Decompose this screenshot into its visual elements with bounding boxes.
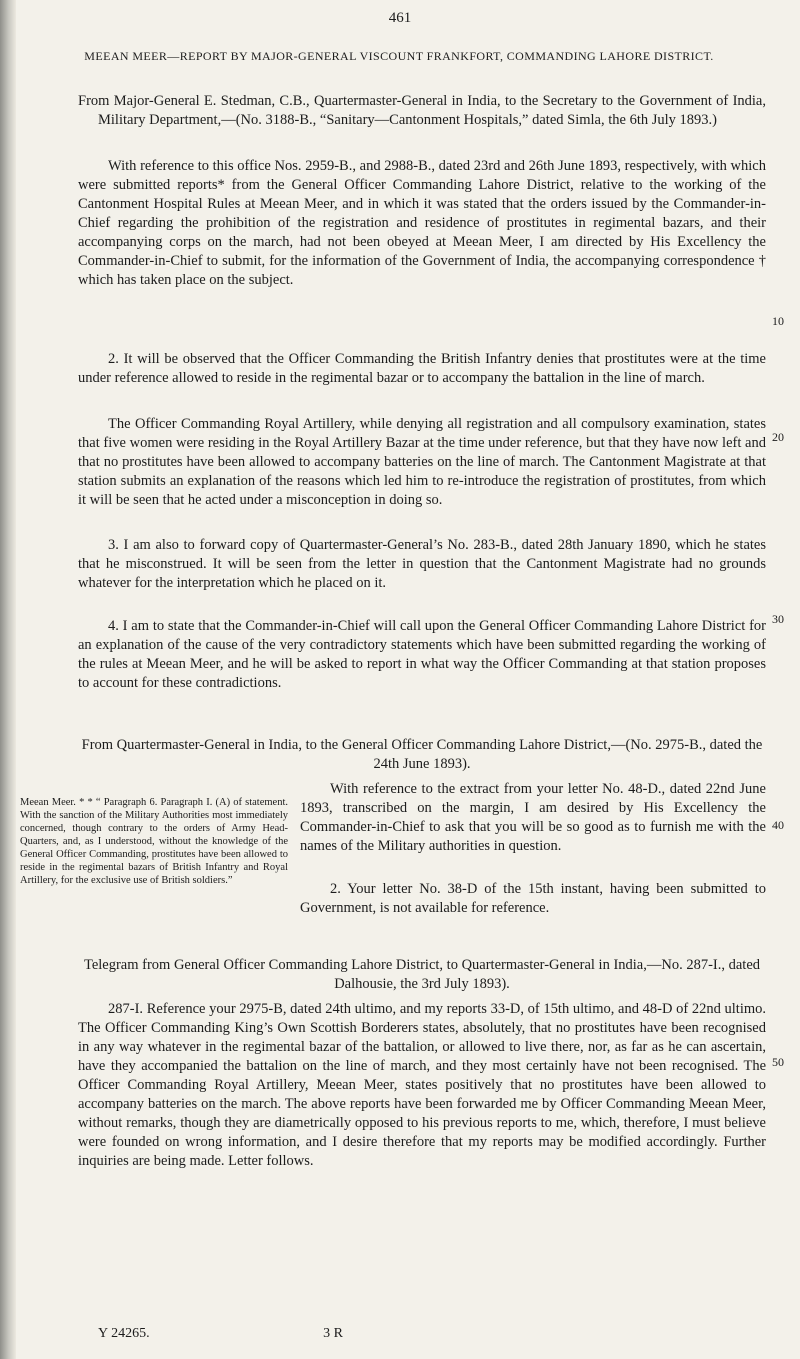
line-number: 50 xyxy=(772,1055,784,1069)
page-number: 461 xyxy=(388,10,412,26)
letter3-paragraph-1: 287-I. Reference your 2975-B, dated 24th ultimo, and my reports 33-D, of 15th ultimo, and 48-D of 22nd ultimo. The Officer Commanding King’s Own Scottish Borderers states, absolutely, that no prostitutes have been recognised in any way whatever in the regimental bazar of the battalion, or allowed to live there, nor, as far as he can ascertain, have they accompanied the battalion on the line of march, and they most certainly have not been recognised. The Officer Commanding Royal Artillery, Meean Meer, states positively that no prostitutes have been allowed to accompany batteries on the march. The above reports have been forwarded me by Officer Commanding Meean Meer, without remarks, though they are diametrically opposed to his previous reports to me, which, therefore, I must believe were founded on wrong information, and I desire therefore that my reports may be modified accordingly. Further inquiries are being made. Letter follows. xyxy=(78,1001,766,1169)
letter2-paragraph-1: With reference to the extract from your letter No. 48-D., dated 22nd June 1893, transcribed on the margin, I am desired by His Excellency the Commander-in-Chief to ask that you will be so good as to furnish me with the names of the Military authorities in question. xyxy=(300,781,766,854)
page-footer xyxy=(98,1326,343,1342)
line-number: 20 xyxy=(772,430,784,444)
letter2-heading: From Quartermaster-General in India, to the General Officer Commanding Lahore District,—(No. 2975-B., dated the 24th June 1893). xyxy=(81,737,763,772)
letter1-paragraph-4: 4. I am to state that the Commander-in-Chief will call upon the General Officer Commanding Lahore District for an explanation of the cause of the very contradictory statements which have been submitted regarding the working of the rules at Meean Meer, and he will be asked to report in what way the Officer Commanding at that station proposes to account for these contradictions. xyxy=(78,618,766,691)
footer-code: Y 24265. xyxy=(98,1326,150,1341)
letter1-paragraph-3: 3. I am also to forward copy of Quartermaster-General’s No. 283-B., dated 28th January 1890, which he states that he misconstrued. It will be seen from the letter in question that the Cantonment Magistrate had no grounds whatever for the interpretation which he placed on it. xyxy=(78,537,766,591)
letter1-paragraph-2: 2. It will be observed that the Officer Commanding the British Infantry denies that prostitutes were at the time under reference allowed to reside in the regimental bazar or to accompany the battalion in the line of march. xyxy=(78,351,766,386)
letter1-heading: From Major-General E. Stedman, C.B., Quartermaster-General in India, to the Secretary to the Government of India, Military Department,—(No. 3188-B., “Sanitary—Cantonment Hospitals,” dated Simla, the 6th July 1893.) xyxy=(78,93,766,128)
letter1-paragraph-1-lead xyxy=(78,157,766,290)
running-head: MEEAN MEER—REPORT BY MAJOR-GENERAL VISCOUNT FRANKFORT, COMMANDING LAHORE DISTRICT. xyxy=(84,49,714,63)
line-number: 40 xyxy=(772,818,784,832)
letter1-paragraph-2b: The Officer Commanding Royal Artillery, while denying all registration and all compulsory examination, states that five women were residing in the Royal Artillery Bazar at the time under reference, but that they have now left and that no prostitutes have been allowed to accompany batteries on the line of march. The Cantonment Magistrate at that station submits an explanation of the reasons which led him to re-introduce the registration of prostitutes, from which it will be seen that he acted under a misconception in doing so. xyxy=(78,416,766,508)
line-number: 30 xyxy=(772,612,784,626)
book-spine-shadow xyxy=(0,0,16,1359)
footer-signature: 3 R xyxy=(323,1326,343,1341)
letter2-margin-note: Meean Meer. * * “ Paragraph 6. Paragraph I. (A) of statement. With the sanction of the Military Authorities most immediately concerned, though contrary to the orders of Army Head-Quarters, and, as I understood, without the knowledge of the General Officer Commanding, prostitutes have been allowed to reside in the regimental bazars of British Infantry and Royal Artillery, for the exclusive use of British soldiers.” xyxy=(20,797,288,886)
line-number: 10 xyxy=(772,314,784,328)
letter3-heading: Telegram from General Officer Commanding Lahore District, to Quartermaster-General in India,—No. 287-I., dated Dalhousie, the 3rd July 1893). xyxy=(83,957,761,992)
letter2-paragraph-2: 2. Your letter No. 38-D of the 15th instant, having been submitted to Government, is not available for reference. xyxy=(300,881,766,916)
letter1-paragraph-1: With reference to this office Nos. 2959-B., and 2988-B., dated 23rd and 26th June 1893, respectively, with which were submitted reports* from the General Officer Commanding Lahore District, relative to the working of the Cantonment Hospital Rules at Meean Meer, and in which it was stated that the orders issued by the Commander-in-Chief regarding the prohibition of the registration and residence of prostitutes in regimental bazars, and their accompanying corps on the march, had not been obeyed at Meean Meer, I am directed by His Excellency the Commander-in-Chief to submit, for the information of the Government of India, the accompanying correspondence † which has taken place on the subject. xyxy=(78,158,766,288)
